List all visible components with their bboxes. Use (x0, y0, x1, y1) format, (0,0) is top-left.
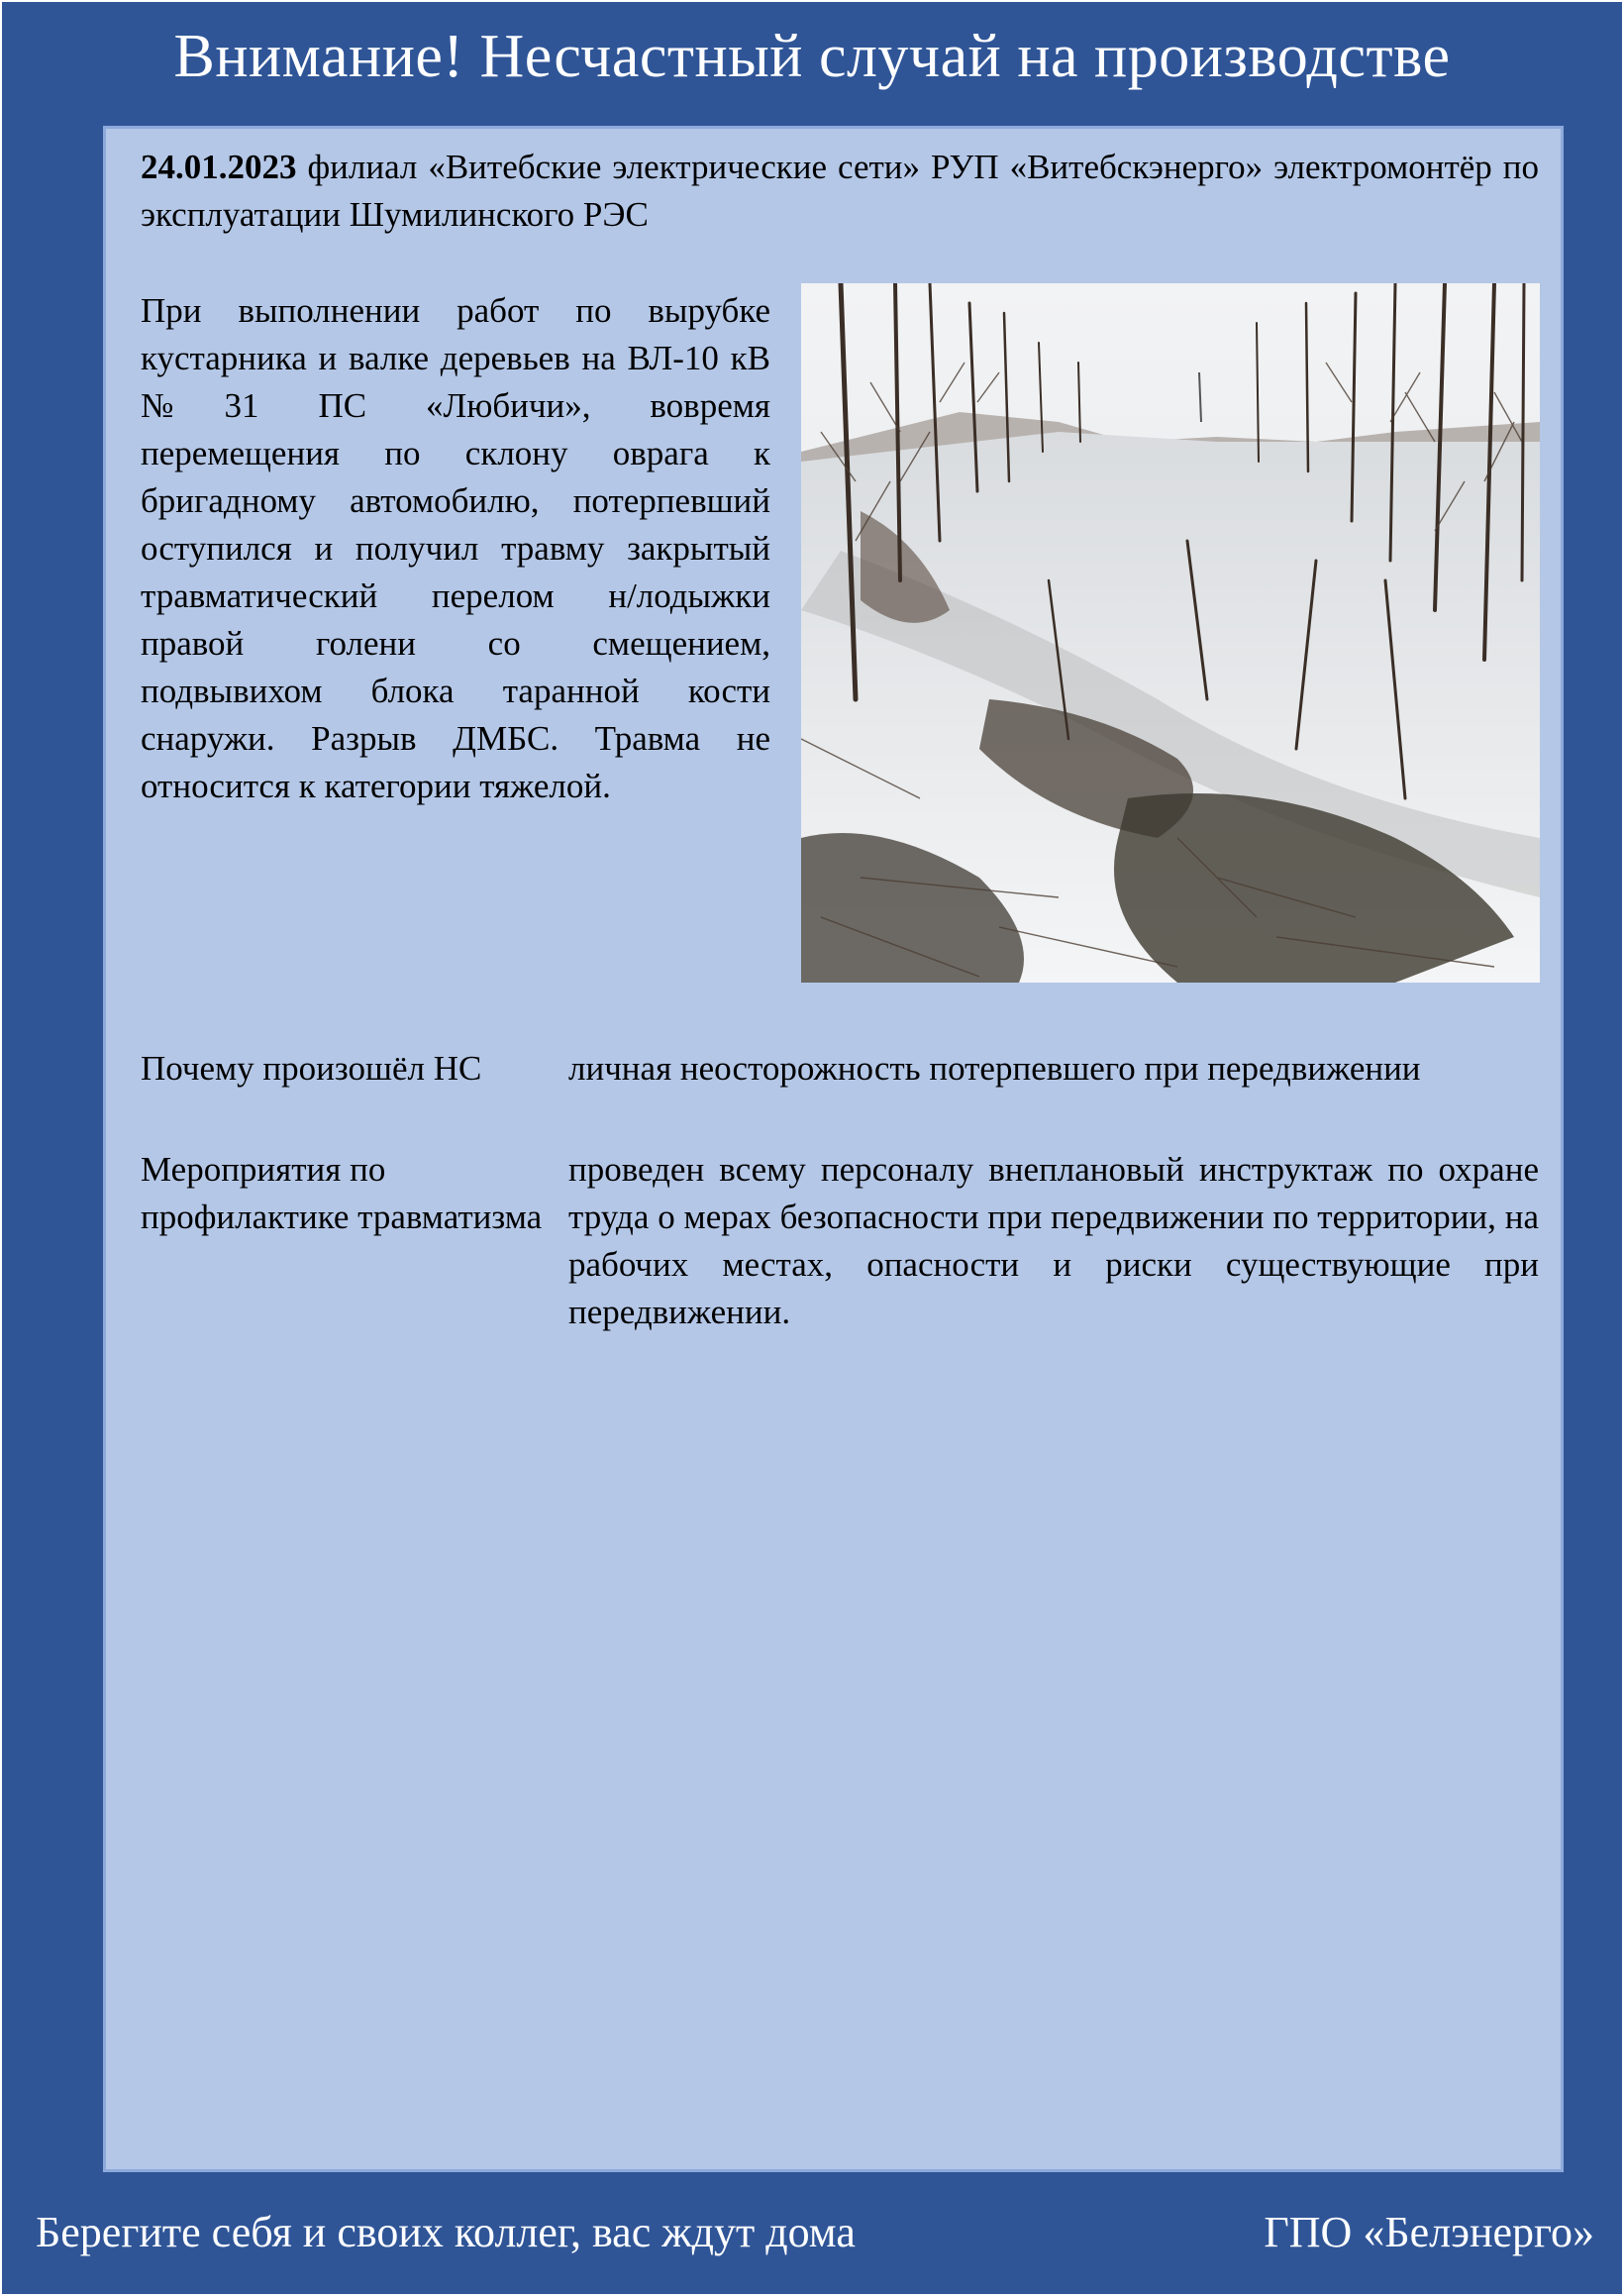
prevention-value: проведен всему персоналу внеплановый инструктаж по охране труда о мерах безопасности при передвижении по территории, на рабочих местах, опасности и риски существующие при передвижении. (568, 1150, 1539, 1331)
page-title: Внимание! Несчастный случай на производстве (173, 23, 1451, 90)
incident-site-photo (801, 283, 1540, 983)
prevention-label: Мероприятия по профилактике травматизма (141, 1150, 543, 1236)
incident-intro (141, 144, 1539, 239)
footer-slogan: Берегите себя и своих коллег, вас ждут дома (36, 2208, 856, 2256)
incident-date: 24.01.2023 (141, 148, 297, 186)
incident-location: филиал «Витебские электрические сети» РУП «Витебскэнерго» электромонтёр по эксплуатации Шумилинского РЭС (141, 148, 1539, 234)
cause-value: личная неосторожность потерпевшего при передвижении (568, 1049, 1421, 1088)
incident-description: При выполнении работ по вырубке кустарника и валке деревьев на ВЛ-10 кВ №31 ПС «Любичи», вовремя перемещения по склону оврага к бригадному автомобилю, потерпевший оступился и получил травму закрытый травматический перелом н/лодыжки правой голени со смещением, подвывихом блока таранной кости снаружи. Разрыв ДМБС. Травма не относится к категории тяжелой. (141, 291, 770, 805)
footer-organization: ГПО «Белэнерго» (1264, 2208, 1594, 2256)
cause-label: Почему произошёл НС (141, 1049, 482, 1088)
